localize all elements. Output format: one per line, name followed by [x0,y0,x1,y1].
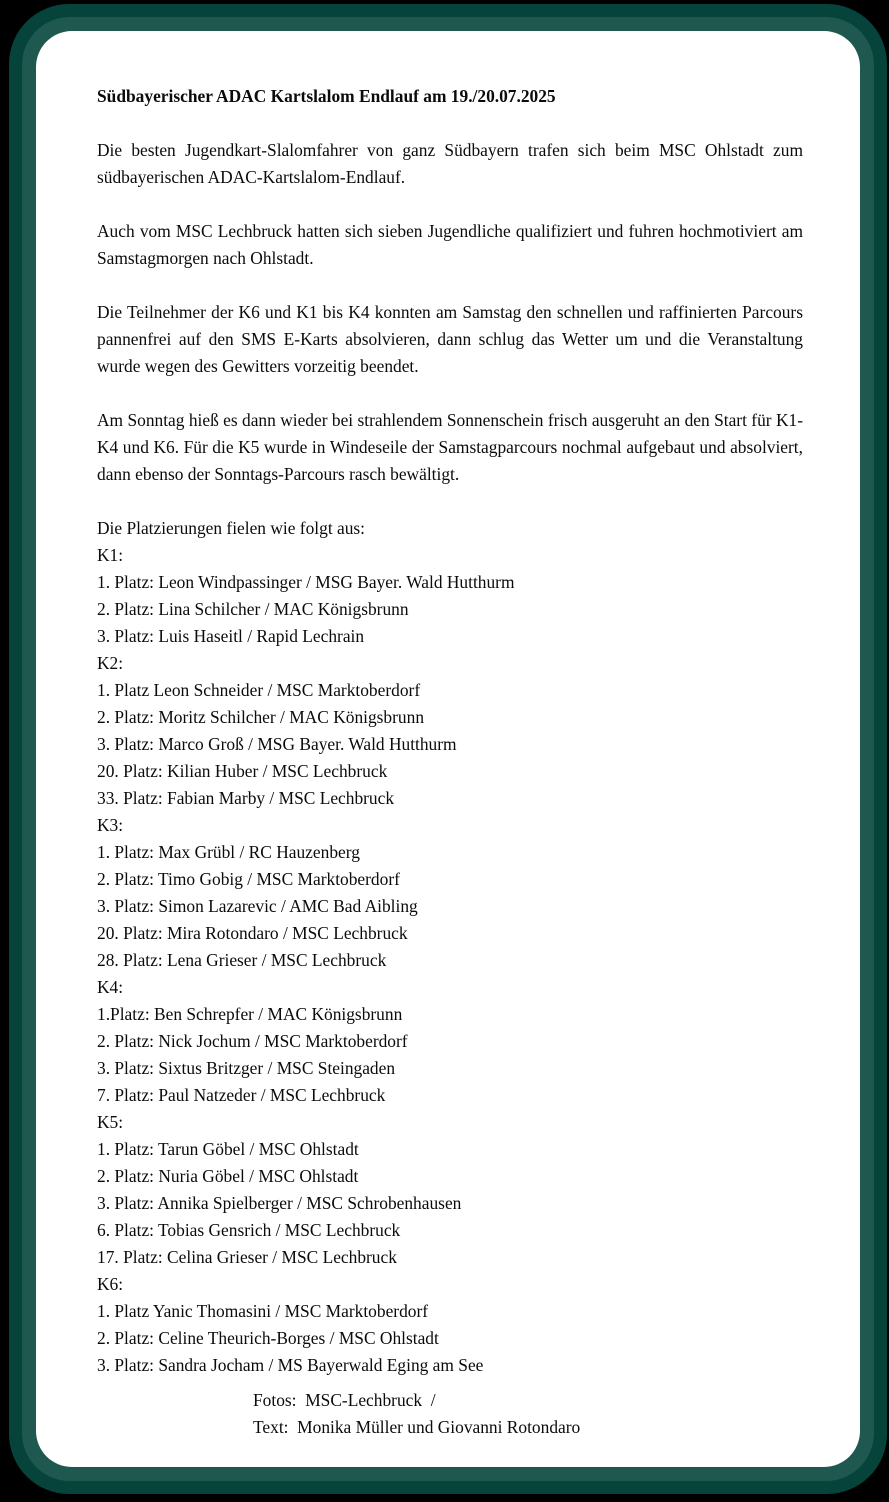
class-heading-k4: K4: [97,977,124,997]
result-entry: 1. Platz Leon Schneider / MSC Marktoberdorf [97,680,421,700]
credits-fotos-line: Fotos: MSC-Lechbruck / [253,1390,436,1410]
result-entry: 1. Platz: Leon Windpassinger / MSG Bayer. Wald Hutthurm [97,572,515,592]
result-entry: 1. Platz: Tarun Göbel / MSC Ohlstadt [97,1139,359,1159]
class-heading-k1: K1: [97,545,124,565]
result-entry: 3. Platz: Sixtus Britzger / MSC Steingaden [97,1058,396,1078]
document-content [36,31,860,1441]
result-entry: 3. Platz: Annika Spielberger / MSC Schrobenhausen [97,1193,462,1213]
result-entry: 2. Platz: Nick Jochum / MSC Marktoberdorf [97,1031,408,1051]
class-heading-k3: K3: [97,815,124,835]
result-entry: 1.Platz: Ben Schrepfer / MAC Königsbrunn [97,1004,403,1024]
result-entry: 1. Platz: Max Grübl / RC Hauzenberg [97,842,360,862]
paragraph-intro: Die besten Jugendkart-Slalomfahrer von ganz Südbayern trafen sich beim MSC Ohlstadt zum südbayerischen ADAC-Kartslalom-Endlauf. [97,140,803,187]
article-title: Südbayerischer ADAC Kartslalom Endlauf am 19./20.07.2025 [97,86,556,106]
result-entry: 3. Platz: Sandra Jocham / MS Bayerwald Eging am See [97,1355,484,1375]
card-frame-inner [22,17,874,1481]
result-entry: 20. Platz: Kilian Huber / MSC Lechbruck [97,761,388,781]
result-entry: 1. Platz Yanic Thomasini / MSC Marktoberdorf [97,1301,429,1321]
result-entry: 2. Platz: Celine Theurich-Borges / MSC Ohlstadt [97,1328,439,1348]
result-entry: 6. Platz: Tobias Gensrich / MSC Lechbruck [97,1220,401,1240]
results-intro: Die Platzierungen fielen wie folgt aus: [97,518,366,538]
result-entry: 2. Platz: Nuria Göbel / MSC Ohlstadt [97,1166,359,1186]
result-entry: 20. Platz: Mira Rotondaro / MSC Lechbruck [97,923,408,943]
credits-block [97,1387,803,1441]
result-entry: 3. Platz: Simon Lazarevic / AMC Bad Aibling [97,896,418,916]
result-entry: 17. Platz: Celina Grieser / MSC Lechbruck [97,1247,397,1267]
result-entry: 33. Platz: Fabian Marby / MSC Lechbruck [97,788,395,808]
document-card [36,31,860,1467]
results-list [97,515,803,1379]
credits-text-line: Text: Monika Müller und Giovanni Rotondaro [253,1417,581,1437]
card-frame-outer [9,4,887,1494]
class-heading-k2: K2: [97,653,124,673]
paragraph-sunday: Am Sonntag hieß es dann wieder bei strahlendem Sonnenschein frisch ausgeruht an den Start für K1-K4 und K6. Für die K5 wurde in Windeseile der Samstagparcours nochmal aufgebaut und absolviert, dann ebenso der Sonntags-Parcours rasch bewältigt. [97,410,803,484]
result-entry: 7. Platz: Paul Natzeder / MSC Lechbruck [97,1085,386,1105]
class-heading-k5: K5: [97,1112,124,1132]
result-entry: 3. Platz: Luis Haseitl / Rapid Lechrain [97,626,365,646]
paragraph-lechbruck: Auch vom MSC Lechbruck hatten sich sieben Jugendliche qualifiziert und fuhren hochmotiviert am Samstagmorgen nach Ohlstadt. [97,221,803,268]
result-entry: 28. Platz: Lena Grieser / MSC Lechbruck [97,950,387,970]
paragraph-saturday: Die Teilnehmer der K6 und K1 bis K4 konnten am Samstag den schnellen und raffinierten Parcours pannenfrei auf den SMS E-Karts absolvieren, dann schlug das Wetter um und die Veranstaltung wurde wegen des Gewitters vorzeitig beendet. [97,302,803,376]
class-heading-k6: K6: [97,1274,124,1294]
result-entry: 2. Platz: Lina Schilcher / MAC Königsbrunn [97,599,409,619]
result-entry: 2. Platz: Moritz Schilcher / MAC Königsbrunn [97,707,425,727]
result-entry: 3. Platz: Marco Groß / MSG Bayer. Wald Hutthurm [97,734,457,754]
result-entry: 2. Platz: Timo Gobig / MSC Marktoberdorf [97,869,400,889]
